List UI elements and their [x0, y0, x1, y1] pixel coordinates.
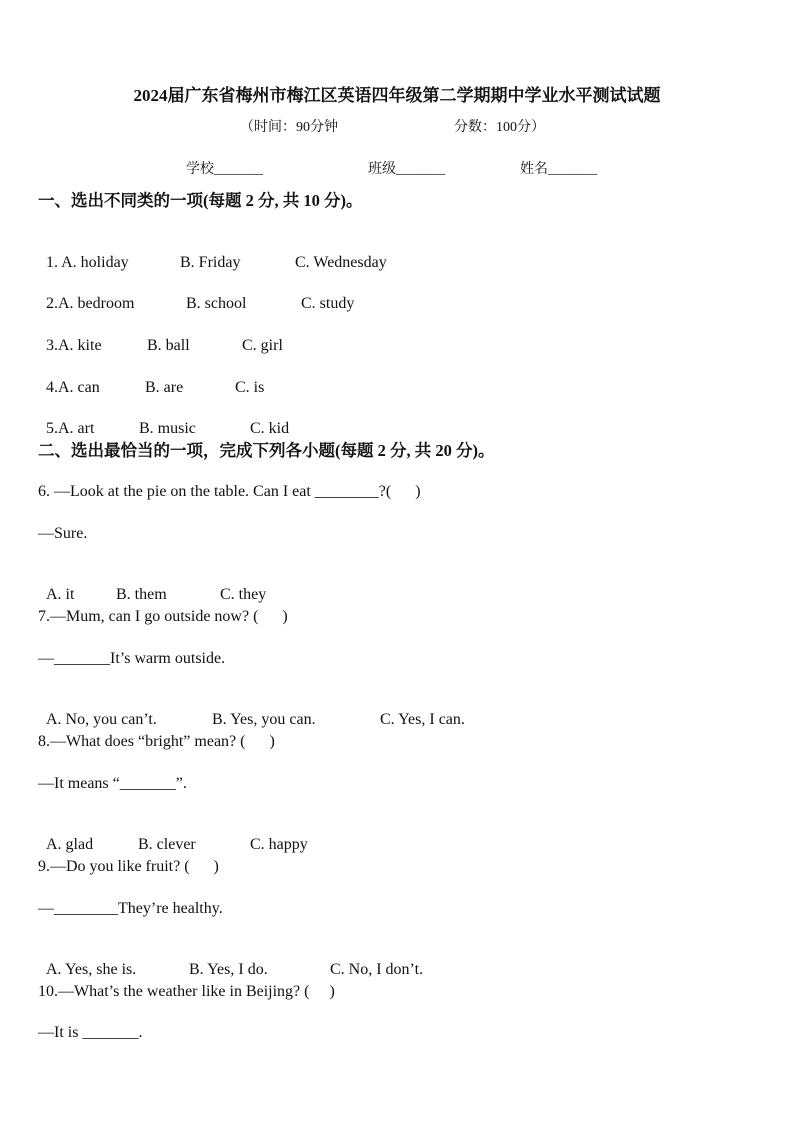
option-a: 5.A. art [46, 420, 95, 437]
question-6-reply: —Sure. [38, 525, 88, 542]
option-c: C. Yes, I can. [380, 711, 465, 728]
question-7-stem: 7.—Mum, can I go outside now? ( ) [38, 608, 288, 625]
school-field: 学校_______ [186, 162, 263, 177]
question-7-options [38, 690, 465, 730]
question-8-stem: 8.—What does “bright” mean? ( ) [38, 733, 275, 750]
option-b: B. Yes, I do. [189, 961, 268, 978]
option-c: C. is [235, 379, 265, 396]
option-a: 1. A. holiday [46, 254, 129, 271]
option-c: C. kid [250, 420, 290, 437]
option-b: B. Yes, you can. [212, 711, 316, 728]
option-c: C. study [301, 295, 355, 312]
option-b: B. ball [147, 337, 190, 354]
option-b: B. them [116, 586, 167, 603]
option-c: C. No, I don’t. [330, 961, 424, 978]
question-10-reply: —It is _______. [38, 1024, 143, 1041]
question-5 [38, 399, 290, 439]
question-8-options [38, 815, 308, 855]
question-6-stem: 6. —Look at the pie on the table. Can I eat ________?( ) [38, 483, 421, 500]
option-b: B. clever [138, 836, 196, 853]
question-4 [38, 358, 265, 398]
option-a: A. it [46, 586, 75, 603]
section-2-heading: 二、选出最恰当的一项，完成下列各小题(每题 2 分, 共 20 分)。 [38, 441, 495, 460]
option-c: C. girl [242, 337, 283, 354]
section-1-heading: 一、选出不同类的一项(每题 2 分, 共 10 分)。 [38, 191, 363, 210]
question-1 [38, 233, 387, 273]
question-9-reply: —________They’re healthy. [38, 900, 223, 917]
question-9-stem: 9.—Do you like fruit? ( ) [38, 858, 219, 875]
option-a: A. Yes, she is. [46, 961, 137, 978]
option-b: B. music [139, 420, 196, 437]
option-c: C. Wednesday [295, 254, 387, 271]
option-a: 4.A. can [46, 379, 100, 396]
option-b: B. are [145, 379, 184, 396]
option-a: A. No, you can’t. [46, 711, 157, 728]
question-7-reply: —_______It’s warm outside. [38, 650, 226, 667]
question-3 [38, 316, 283, 356]
question-10-stem: 10.—What’s the weather like in Beijing? ( ) [38, 983, 335, 1000]
option-a: 3.A. kite [46, 337, 102, 354]
option-c: C. happy [250, 836, 308, 853]
name-field: 姓名_______ [520, 162, 597, 177]
class-field: 班级_______ [368, 162, 445, 177]
question-6-options [38, 565, 267, 605]
option-a: 2.A. bedroom [46, 295, 135, 312]
option-a: A. glad [46, 836, 94, 853]
exam-time: （时间：90分钟 [240, 120, 338, 135]
question-9-options [38, 940, 424, 980]
question-8-reply: —It means “_______”. [38, 775, 187, 792]
question-2 [38, 274, 355, 314]
option-b: B. school [186, 295, 247, 312]
option-c: C. they [220, 586, 267, 603]
page-title: 2024届广东省梅州市梅江区英语四年级第二学期期中学业水平测试试题 [133, 86, 661, 105]
exam-score: 分数：100分） [454, 120, 545, 135]
option-b: B. Friday [180, 254, 241, 271]
